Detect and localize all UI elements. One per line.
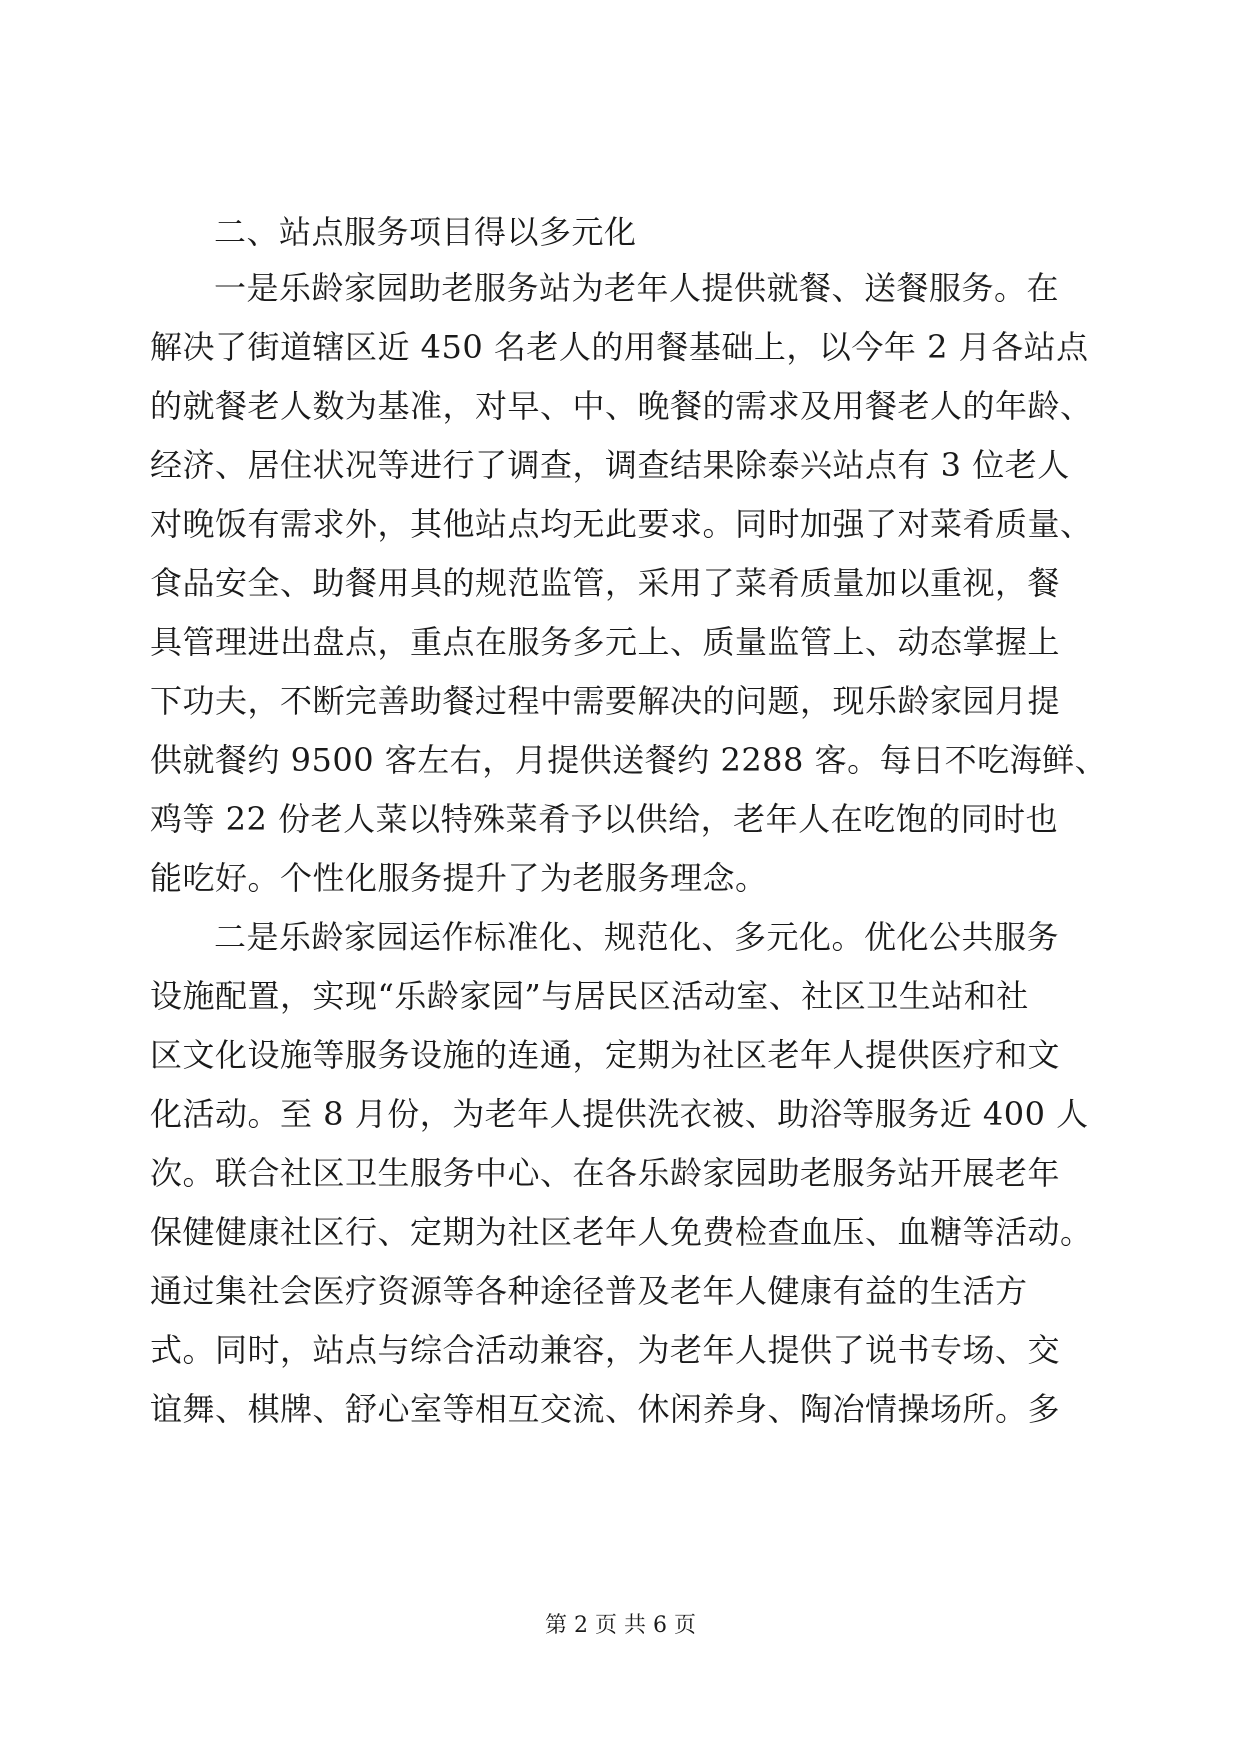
page-footer: 第 2 页 共 6 页 (545, 1613, 696, 1638)
paragraph-1-line-3: 的就餐老人数为基准，对早、中、晚餐的需求及用餐老人的年龄、 (150, 387, 1093, 425)
paragraph-2-line-6: 保健健康社区行、定期为社区老年人免费检查血压、血糖等活动。 (150, 1213, 1093, 1251)
paragraph-1-line-9: 供就餐约 9500 客左右，月提供送餐约 2288 客。每日不吃海鲜、 (150, 741, 1108, 779)
paragraph-1-line-11: 能吃好。个性化服务提升了为老服务理念。 (150, 859, 768, 897)
paragraph-2-line-9: 谊舞、棋牌、舒心室等相互交流、休闲养身、陶冶情操场所。多 (150, 1390, 1061, 1428)
paragraph-1-line-7: 具管理进出盘点，重点在服务多元上、质量监管上、动态掌握上 (150, 623, 1061, 661)
paragraph-2-line-4: 化活动。至 8 月份，为老年人提供洗衣被、助浴等服务近 400 人 (150, 1095, 1089, 1133)
section-heading: 二、站点服务项目得以多元化 (214, 213, 637, 251)
paragraph-1-line-4: 经济、居住状况等进行了调查，调查结果除泰兴站点有 3 位老人 (150, 446, 1070, 484)
paragraph-2-line-8: 式。同时，站点与综合活动兼容，为老年人提供了说书专场、交 (150, 1331, 1061, 1369)
paragraph-2-line-5: 次。联合社区卫生服务中心、在各乐龄家园助老服务站开展老年 (150, 1154, 1061, 1192)
paragraph-1-line-6: 食品安全、助餐用具的规范监管，采用了菜肴质量加以重视，餐 (150, 564, 1061, 602)
paragraph-1-line-5: 对晚饭有需求外，其他站点均无此要求。同时加强了对菜肴质量、 (150, 505, 1093, 543)
paragraph-1-line-8: 下功夫，不断完善助餐过程中需要解决的问题，现乐龄家园月提 (150, 682, 1061, 720)
paragraph-1-line-1: 一是乐龄家园助老服务站为老年人提供就餐、送餐服务。在 (214, 269, 1060, 307)
paragraph-2-line-3: 区文化设施等服务设施的连通，定期为社区老年人提供医疗和文 (150, 1036, 1061, 1074)
paragraph-1-line-2: 解决了街道辖区近 450 名老人的用餐基础上，以今年 2 月各站点 (150, 328, 1089, 366)
paragraph-2-line-1: 二是乐龄家园运作标准化、规范化、多元化。优化公共服务 (214, 918, 1060, 956)
paragraph-2-line-2: 设施配置，实现“乐龄家园”与居民区活动室、社区卫生站和社 (150, 977, 1029, 1015)
paragraph-1-line-10: 鸡等 22 份老人菜以特殊菜肴予以供给，老年人在吃饱的同时也 (150, 800, 1059, 838)
paragraph-2-line-7: 通过集社会医疗资源等各种途径普及老年人健康有益的生活方 (150, 1272, 1028, 1310)
